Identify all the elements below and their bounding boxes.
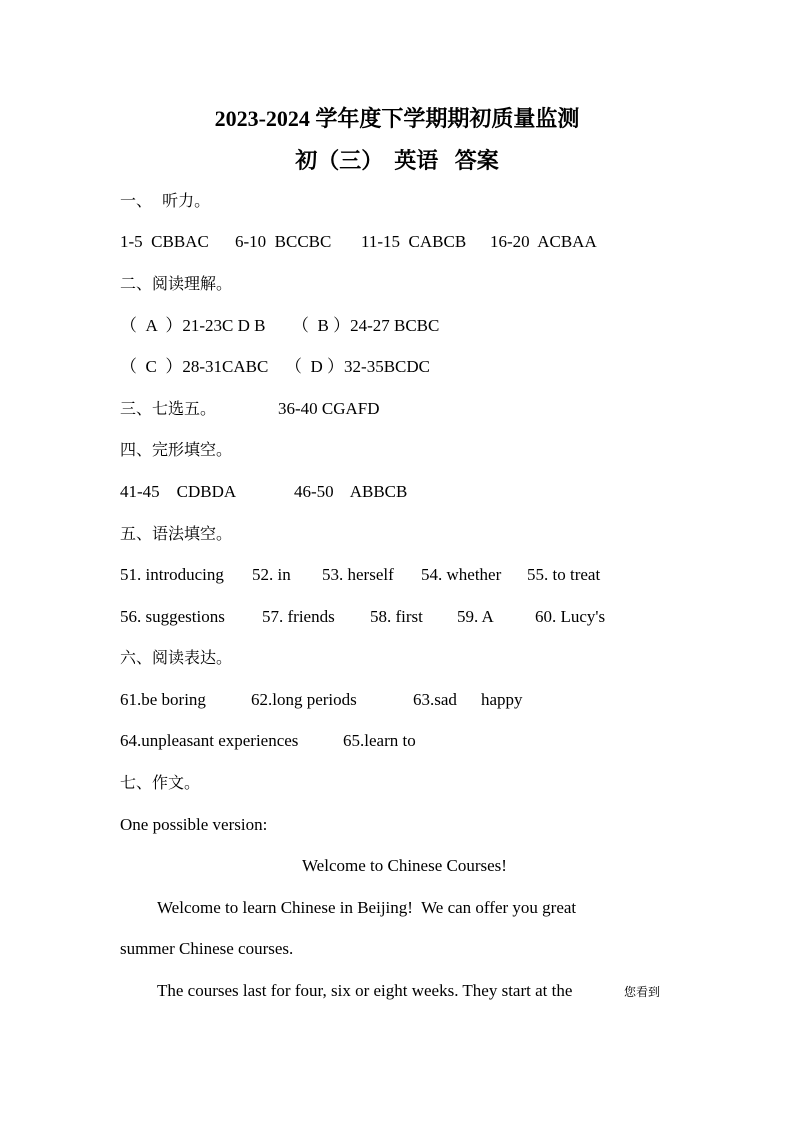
reading-answer-b: （ B ）24-27 BCBC xyxy=(292,316,440,335)
listening-answer-6-10: 6-10 BCCBC xyxy=(235,232,332,251)
grammar-answer-52: 52. in xyxy=(252,565,291,584)
page-title: 2023-2024 学年度下学期期初质量监测 xyxy=(214,106,580,131)
essay-paragraph-1-line-2: summer Chinese courses. xyxy=(120,939,294,958)
reading-expression-heading: 六、阅读表达。 xyxy=(120,648,233,667)
grammar-answer-58: 58. first xyxy=(370,607,423,626)
reading-expression-answer-63: 63.sad xyxy=(413,690,457,709)
essay-paragraph-2-line-1: The courses last for four, six or eight weeks. They start at the xyxy=(157,981,573,1000)
grammar-answer-54: 54. whether xyxy=(421,565,502,584)
grammar-answer-55: 55. to treat xyxy=(527,565,601,584)
listening-answer-1-5: 1-5 CBBAC xyxy=(120,232,209,251)
grammar-answer-51: 51. introducing xyxy=(120,565,224,584)
writing-heading: 七、作文。 xyxy=(120,773,201,792)
page-subtitle: 初（三） 英语 答案 xyxy=(295,148,499,173)
seven-five-heading: 三、七选五。 xyxy=(120,399,217,418)
listening-answer-16-20: 16-20 ACBAA xyxy=(490,232,597,251)
seven-five-answer: 36-40 CGAFD xyxy=(278,399,380,418)
grammar-answer-57: 57. friends xyxy=(262,607,335,626)
reading-heading: 二、阅读理解。 xyxy=(120,274,233,293)
trailing-note: 您看到 xyxy=(624,985,661,999)
cloze-answer-41-45: 41-45 CDBDA xyxy=(120,482,237,501)
writing-intro: One possible version: xyxy=(120,815,268,834)
reading-expression-answer-62: 62.long periods xyxy=(251,690,357,709)
reading-expression-answer-65: 65.learn to xyxy=(343,731,416,750)
reading-answer-c: （ C ）28-31CABC xyxy=(120,357,269,376)
reading-expression-answer-61: 61.be boring xyxy=(120,690,206,709)
grammar-answer-59: 59. A xyxy=(457,607,494,626)
cloze-answer-46-50: 46-50 ABBCB xyxy=(294,482,408,501)
reading-answer-a: （ A ）21-23C D B xyxy=(120,316,266,335)
essay-paragraph-1-line-1: Welcome to learn Chinese in Beijing! We can offer you great xyxy=(157,898,577,917)
reading-expression-answer-63b: happy xyxy=(481,690,523,709)
reading-expression-answer-64: 64.unpleasant experiences xyxy=(120,731,299,750)
grammar-answer-53: 53. herself xyxy=(322,565,394,584)
grammar-answer-56: 56. suggestions xyxy=(120,607,225,626)
listening-answer-11-15: 11-15 CABCB xyxy=(361,232,467,251)
grammar-answer-60: 60. Lucy's xyxy=(535,607,606,626)
reading-answer-d: （ D ）32-35BCDC xyxy=(285,357,430,376)
cloze-heading: 四、完形填空。 xyxy=(120,440,233,459)
essay-title: Welcome to Chinese Courses! xyxy=(302,856,507,875)
listening-heading: 一、 听力。 xyxy=(120,191,211,210)
grammar-heading: 五、语法填空。 xyxy=(120,524,233,543)
